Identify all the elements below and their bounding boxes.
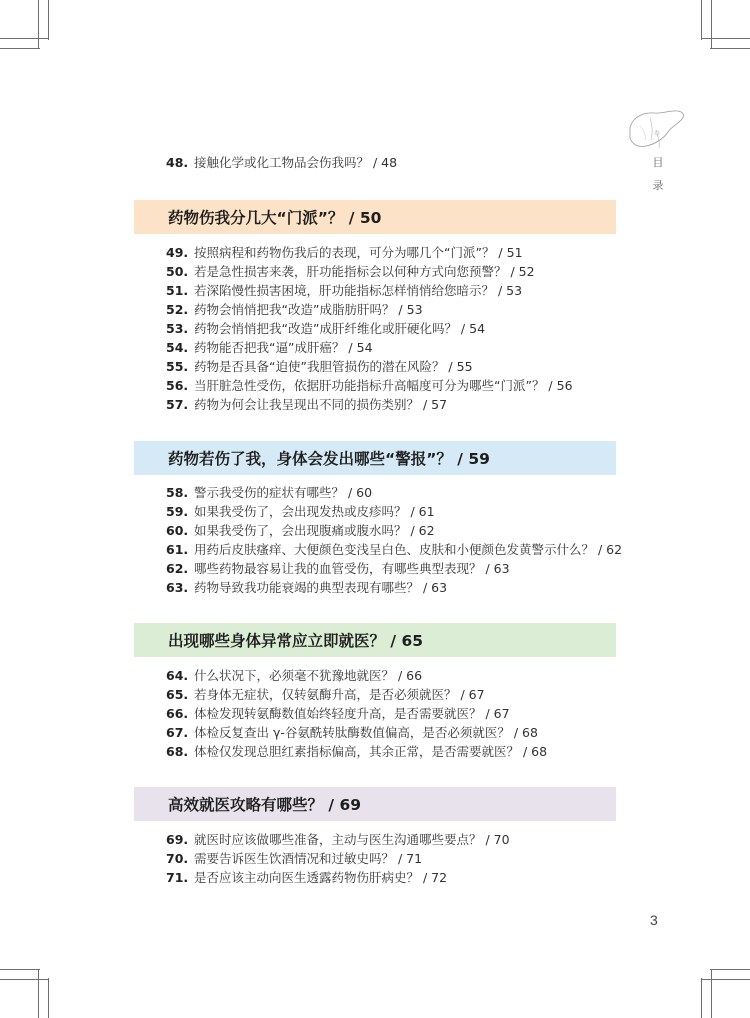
entry-number: 50. <box>166 264 189 279</box>
crop-mark <box>710 969 750 970</box>
entry-title: 当肝脏急性受伤，依据肝功能指标升高幅度可分为哪些“门派”？ / 56 <box>194 378 573 393</box>
crop-mark <box>711 0 712 48</box>
entry-number: 68. <box>166 744 189 759</box>
toc-entry[interactable] <box>166 321 485 337</box>
entry-title: 药物为何会让我呈现出不同的损伤类别？ / 57 <box>194 397 448 412</box>
entry-number: 58. <box>166 485 189 500</box>
entry-number: 54. <box>166 340 189 355</box>
toc-entry[interactable] <box>166 851 422 867</box>
toc-entry[interactable] <box>166 744 547 760</box>
crop-mark <box>702 979 750 980</box>
toc-entry[interactable] <box>166 523 435 539</box>
crop-mark <box>38 0 39 48</box>
entry-number: 57. <box>166 397 189 412</box>
entry-number: 55. <box>166 359 189 374</box>
toc-entry[interactable] <box>166 340 373 356</box>
toc-entry[interactable] <box>166 706 510 722</box>
toc-entry[interactable] <box>166 378 573 394</box>
page-number: 3 <box>650 912 658 928</box>
crop-mark <box>710 48 750 49</box>
entry-title: 药物是否具备“迫使”我胆管损伤的潜在风险？ / 55 <box>194 359 473 374</box>
entry-number: 60. <box>166 523 189 538</box>
section-title: 药物若伤了我，身体会发出哪些“警报”？ / 59 <box>168 450 490 468</box>
entry-number: 69. <box>166 832 189 847</box>
entry-number: 71. <box>166 870 189 885</box>
toc-entry[interactable] <box>166 359 473 375</box>
entry-title: 药物导致我功能衰竭的典型表现有哪些？ / 63 <box>194 580 448 595</box>
entry-title: 哪些药物最容易让我的血管受伤，有哪些典型表现？ / 63 <box>194 561 510 576</box>
section-title: 药物伤我分几大“门派”？ / 50 <box>168 209 382 227</box>
toc-entry[interactable] <box>166 870 447 886</box>
section-header[interactable] <box>134 200 616 234</box>
crop-mark <box>702 38 750 39</box>
entry-title: 按照病程和药物伤我后的表现，可分为哪几个“门派”？ / 51 <box>194 245 523 260</box>
entry-number: 52. <box>166 302 189 317</box>
entry-title: 体检反复查出 γ-谷氨酰转肽酶数值偏高，是否必须就医？ / 68 <box>194 725 538 740</box>
entry-number: 61. <box>166 542 189 557</box>
entry-title: 接触化学或化工物品会伤我吗？ / 48 <box>194 155 398 170</box>
toc-entry[interactable] <box>166 504 435 520</box>
section-header[interactable] <box>134 787 616 821</box>
entry-title: 药物能否把我“逼”成肝癌？ / 54 <box>194 340 373 355</box>
entry-number: 65. <box>166 687 189 702</box>
entry-title: 体检仅发现总胆红素指标偏高，其余正常，是否需要就医？ / 68 <box>194 744 548 759</box>
entry-number: 67. <box>166 725 189 740</box>
entry-title: 体检发现转氨酶数值始终轻度升高，是否需要就医？ / 67 <box>194 706 510 721</box>
entry-title: 是否应该主动向医生透露药物伤肝病史？ / 72 <box>194 870 448 885</box>
crop-mark <box>701 978 702 1018</box>
entry-title: 药物会悄悄把我“改造”成肝纤维化或肝硬化吗？ / 54 <box>194 321 486 336</box>
entry-title: 什么状况下，必须毫不犹豫地就医？ / 66 <box>194 668 423 683</box>
toc-entry[interactable] <box>166 264 535 280</box>
entry-title: 若深陷慢性损害困境，肝功能指标怎样悄悄给您暗示？ / 53 <box>194 283 523 298</box>
entry-number: 53. <box>166 321 189 336</box>
entry-title: 若身体无症状，仅转氨酶升高，是否必须就医？ / 67 <box>194 687 485 702</box>
entry-title: 药物会悄悄把我“改造”成脂肪肝吗？ / 53 <box>194 302 423 317</box>
entry-number: 63. <box>166 580 189 595</box>
entry-title: 警示我受伤的症状有哪些？ / 60 <box>194 485 373 500</box>
toc-entry[interactable] <box>166 832 510 848</box>
entry-title: 就医时应该做哪些准备，主动与医生沟通哪些要点？ / 70 <box>194 832 510 847</box>
entry-title: 用药后皮肤瘙痒、大便颜色变浅呈白色、皮肤和小便颜色发黄警示什么？ / 62 <box>194 542 623 557</box>
toc-entry[interactable] <box>166 302 423 318</box>
entry-title: 若是急性损害来袭，肝功能指标会以何种方式向您预警？ / 52 <box>194 264 535 279</box>
toc-entry[interactable] <box>166 245 523 261</box>
liver-icon <box>626 106 688 152</box>
crop-mark <box>0 48 40 49</box>
section-header[interactable] <box>134 441 616 475</box>
toc-entry[interactable] <box>166 155 397 171</box>
entry-title: 需要告诉医生饮酒情况和过敏史吗？ / 71 <box>194 851 423 866</box>
toc-entry[interactable] <box>166 397 447 413</box>
crop-mark <box>38 970 39 1018</box>
toc-entry[interactable] <box>166 561 510 577</box>
section-header[interactable] <box>134 623 616 657</box>
toc-side-label: 目 <box>652 156 664 169</box>
toc-entry[interactable] <box>166 725 538 741</box>
entry-title: 如果我受伤了，会出现发热或皮疹吗？ / 61 <box>194 504 435 519</box>
entry-number: 56. <box>166 378 189 393</box>
entry-number: 51. <box>166 283 189 298</box>
section-title: 出现哪些身体异常应立即就医？ / 65 <box>168 632 424 650</box>
crop-mark <box>48 0 49 40</box>
crop-mark <box>0 38 48 39</box>
toc-entry[interactable] <box>166 542 622 558</box>
entry-number: 62. <box>166 561 189 576</box>
section-title: 高效就医攻略有哪些？ / 69 <box>168 796 362 814</box>
entry-number: 48. <box>166 155 189 170</box>
entry-number: 49. <box>166 245 189 260</box>
crop-mark <box>0 969 40 970</box>
crop-mark <box>701 0 702 40</box>
crop-mark <box>711 970 712 1018</box>
crop-mark <box>0 979 48 980</box>
toc-entry[interactable] <box>166 283 522 299</box>
entry-number: 66. <box>166 706 189 721</box>
toc-entry[interactable] <box>166 485 372 501</box>
crop-mark <box>48 978 49 1018</box>
entry-number: 64. <box>166 668 189 683</box>
toc-side-label: 录 <box>652 179 664 192</box>
entry-number: 70. <box>166 851 189 866</box>
entry-number: 59. <box>166 504 189 519</box>
entry-title: 如果我受伤了，会出现腹痛或腹水吗？ / 62 <box>194 523 435 538</box>
toc-entry[interactable] <box>166 668 422 684</box>
toc-entry[interactable] <box>166 687 485 703</box>
toc-entry[interactable] <box>166 580 447 596</box>
